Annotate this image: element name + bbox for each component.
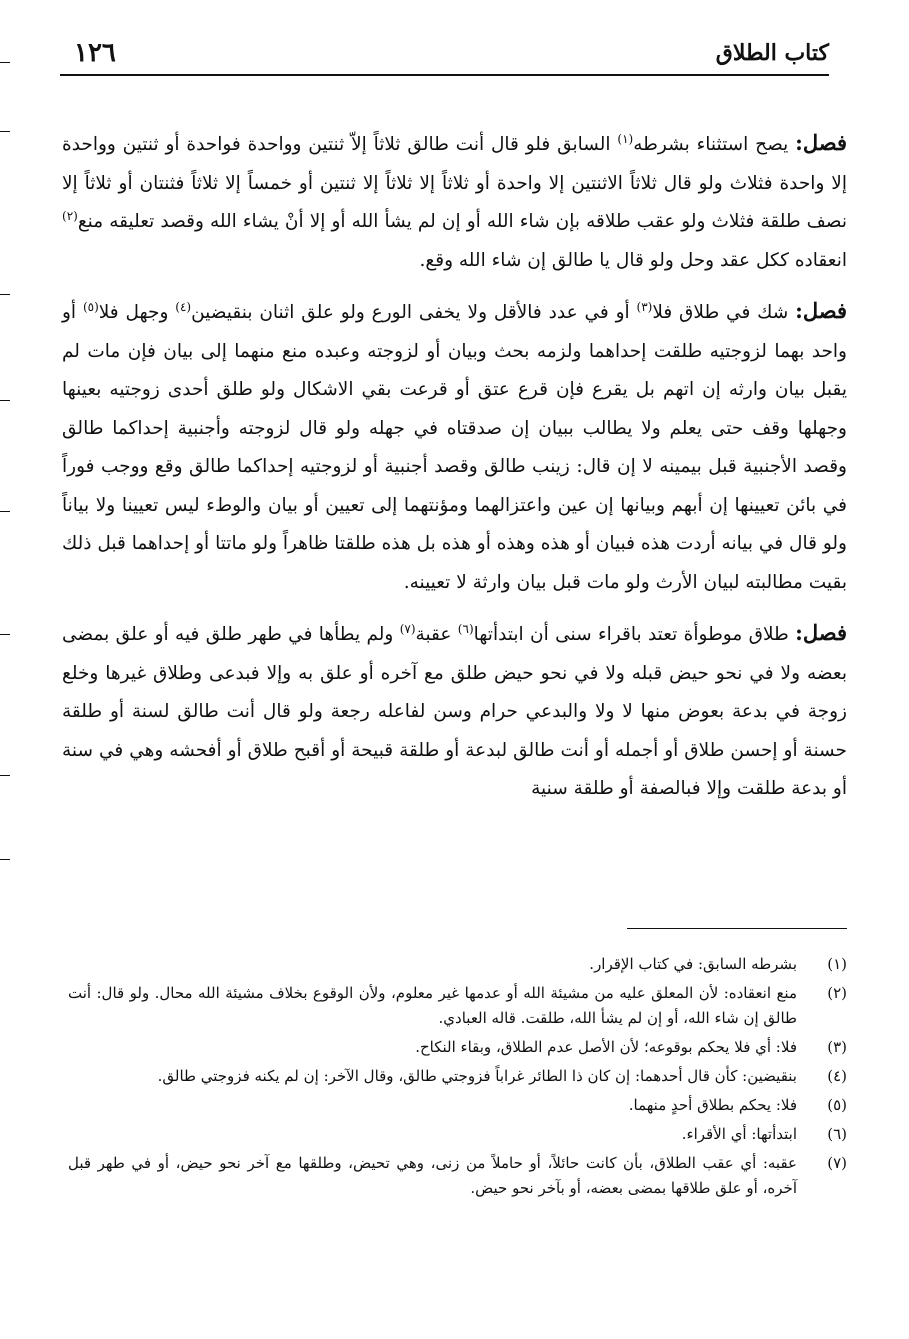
text-run: ولم يطأها في طهر طلق فيه أو علق بمضى بعضه ولا في نحو حيض قبله ولا في نحو حيض طلق مع آخره أو علق به وإلا فبدعى وطلاق غيرها وخلع زوجة في بدعة بعوض منها لا ولا والبدعي حرام وسن لفاعله رجعة ولو قال أنت طالق لسنة أو طلقة حسنة أو إحسن طلاق أو أجمله أو أنت طالق لبدعة أو طلقة قبيحة أو أقبح طلاق أو أفحشه وهي في سنة أو بدعة طلقت وإلا فبالصفة أو طلقة سنية xyxy=(62,624,847,799)
footnote-text: ابتدأتها: أي الأقراء. xyxy=(681,1125,797,1143)
text-run: أو في عدد فالأقل ولا يخفى الورع ولو علق اثنان بنقيضين xyxy=(191,302,637,323)
section-heading: فصل: xyxy=(795,620,847,645)
text-run: يصح استثناء بشرطه xyxy=(633,134,796,155)
footnote-text: بنقيضين: كأن قال أحدهما: إن كان ذا الطائر غراباً فزوجتي طالق، وقال الآخر: إن لم يكنه فزوجتي طالق. xyxy=(157,1067,797,1085)
footnote xyxy=(68,952,847,977)
header-rule xyxy=(60,74,829,76)
footnote-ref: (٣) xyxy=(636,299,653,314)
footnote-ref: (٧) xyxy=(399,621,416,636)
running-title: كتاب الطلاق xyxy=(715,40,829,66)
section-paragraph xyxy=(62,292,847,602)
margin-tick xyxy=(0,859,10,860)
footnote-number: (٣) xyxy=(827,1038,847,1056)
footnote xyxy=(68,1151,847,1201)
margin-tick xyxy=(0,294,10,295)
footnote xyxy=(68,1122,847,1147)
footnote-ref: (٤) xyxy=(175,299,192,314)
footnote-number: (٤) xyxy=(827,1067,847,1085)
margin-tick xyxy=(0,62,10,63)
margin-tick xyxy=(0,775,10,776)
page-number: ١٢٦ xyxy=(74,38,116,68)
footnote-ref: (٢) xyxy=(62,208,78,223)
section-paragraph xyxy=(62,124,847,280)
footnote-ref: (١) xyxy=(617,131,634,146)
margin-tick xyxy=(0,511,10,512)
footnote xyxy=(68,1064,847,1089)
footnote-number: (٧) xyxy=(827,1154,847,1172)
text-run: وجهل فلا xyxy=(98,302,176,323)
footnote-text: عقبه: أي عقب الطلاق، بأن كانت حائلاً، أو حاملاً من زنى، وهي تحيض، وطلقها مع آخر نحو حيض، أو في طهر قبل آخره، أو علق طلاقها بمضى بعضه، أو بآخر نحو حيض. xyxy=(68,1154,797,1197)
footnote-number: (٥) xyxy=(827,1096,847,1114)
footnote-text: منع انعقاده: لأن المعلق عليه من مشيئة الله أو عدمها غير معلوم، ولأن الوقوع بخلاف مشيئة الله محال. ولو قال: أنت طالق إن شاء الله، أو إن لم يشأ الله، طلقت. قاله العبادي. xyxy=(68,984,797,1027)
footnote-number: (١) xyxy=(827,955,847,973)
text-run: شك في طلاق فلا xyxy=(652,302,796,323)
section-paragraph xyxy=(62,614,847,809)
footnote-text: بشرطه السابق: في كتاب الإقرار. xyxy=(589,955,797,973)
text-run: انعقاده ككل عقد وحل ولو قال يا طالق إن شاء الله وقع. xyxy=(419,249,847,271)
margin-tick xyxy=(0,634,10,635)
margin-tick xyxy=(0,131,10,132)
text-run: السابق فلو قال أنت طالق ثلاثاً إلاّ ثنتين وواحدة فواحدة أو ثنتين وواحدة إلا واحدة فثلاث ولو قال ثلاثاً الاثنتين إلا واحدة أو ثلاثاً إلا ثلاثاً إلا ثنتين أو خمساً إلا ثلاثاً فثنتان أو ثلاثاً إلا نصف طلقة فثلاث ولو عقب طلاقه بإن شاء الله أو إن لم يشأ الله أو إلا أنْ يشاء الله وقصد تعليقه منع xyxy=(62,134,847,232)
text-run: عقبة xyxy=(415,624,458,645)
footnote-ref: (٥) xyxy=(82,299,99,314)
text-run: طلاق موطوأة تعتد باقراء سنى أن ابتدأتها xyxy=(473,624,796,645)
footnote-number: (٦) xyxy=(827,1125,847,1143)
footnote-text: فلا: يحكم بطلاق أحدٍ منهما. xyxy=(628,1096,797,1114)
section-heading: فصل: xyxy=(795,298,847,323)
footnote-number: (٢) xyxy=(827,984,847,1002)
text-run: أو واحد بهما لزوجتيه طلقت إحداهما ولزمه بحث وبيان أو لزوجته وعبده منع منهما إلى بيان فإن مات لم يقبل بيان وارثه إن اتهم بل يقرع فإن قرع عتق أو قرعت بقي الاشكال ولو طلق أحدى زوجتيه بعينها وجهلها وقف حتى يعلم ولا يطالب ببيان إن صدقتاه في جهله ولو قال لزوجته وأجنبية إحداكما طالق وقصد الأجنبية قبل بيمينه لا إن قال: زينب طالق وقصد أجنبية أو لزوجتيه إحداكما طالق وقع ووجب فوراً في بائن تعيينها إن أبهم وبيانها إن عين واعتزالهما ومؤنتهما إلى تعيين أو بيان والوطء ليس تعيينا ولا بياناً ولو قال في بيانه أردت هذه فبيان أو هذه وهذه أو هذه بل هذه طلقتا ظاهراً ولو ماتتا أو إحداهما قبل ذلك بقيت مطالبته لبيان الأرث ولو مات قبل بيان وارثة لا تعيينه. xyxy=(62,302,847,593)
page-header xyxy=(60,34,829,74)
footnotes xyxy=(68,952,847,1205)
margin-tick xyxy=(0,400,10,401)
section-heading: فصل: xyxy=(795,130,847,155)
footnote-separator xyxy=(627,928,847,929)
footnote xyxy=(68,1035,847,1060)
main-text xyxy=(62,124,847,821)
footnote-ref: (٦) xyxy=(457,621,474,636)
footnote xyxy=(68,981,847,1031)
footnote-text: فلا: أي فلا يحكم بوقوعه؛ لأن الأصل عدم الطلاق، وبقاء النكاح. xyxy=(415,1038,797,1056)
footnote xyxy=(68,1093,847,1118)
